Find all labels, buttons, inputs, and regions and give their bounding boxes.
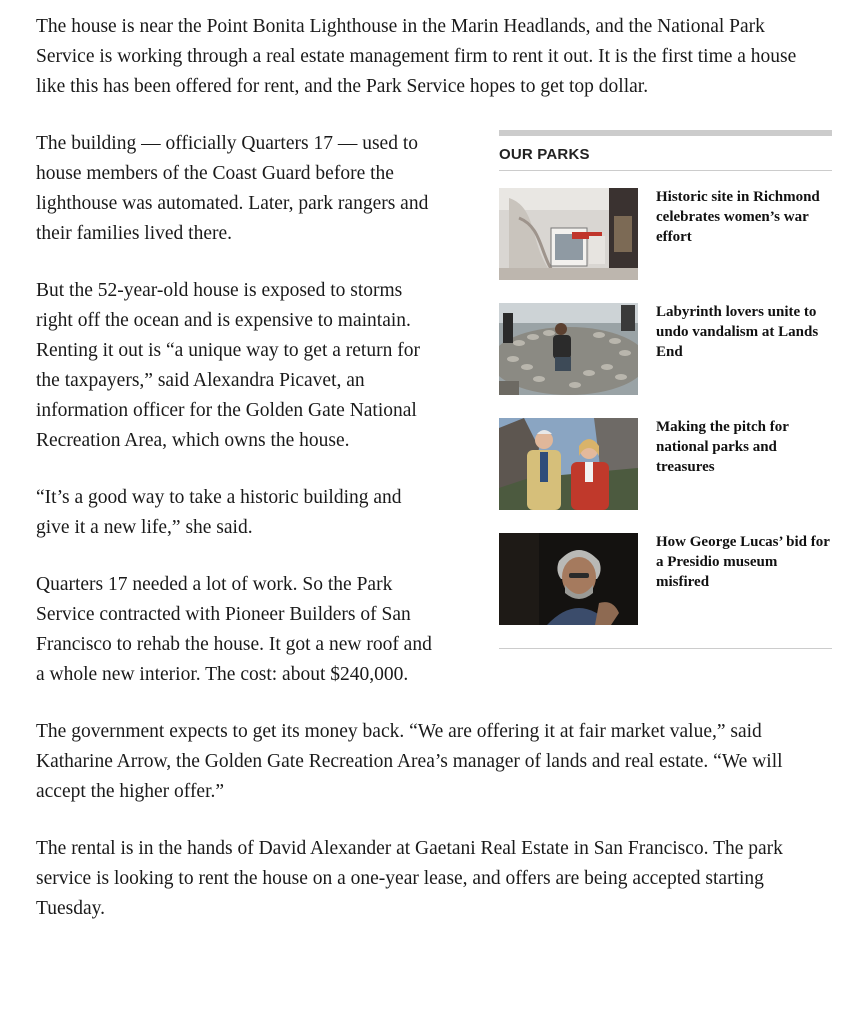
sidebar-story[interactable] (499, 533, 832, 625)
sidebar-divider (499, 648, 832, 649)
story-title[interactable]: Making the pitch for national parks and treasures (656, 419, 789, 475)
story-title[interactable]: How George Lucas’ bid for a Presidio museum misfired (656, 534, 830, 590)
article-paragraph: The rental is in the hands of David Alexander at Gaetani Real Estate in San Francisco. The park service is looking to rent the house on a one-year lease, and offers are being accepted starting Tuesday. (36, 838, 783, 919)
sidebar-story[interactable] (499, 418, 832, 510)
article-paragraph: The building — officially Quarters 17 — used to house members of the Coast Guard before the lighthouse was automated. Later, park rangers and their families lived there. (36, 133, 429, 244)
article-body (36, 12, 830, 951)
story-title[interactable]: Labyrinth lovers unite to undo vandalism at Lands End (656, 304, 819, 360)
article-paragraph: “It’s a good way to take a historic building and give it a new life,” she said. (36, 487, 402, 538)
our-parks-sidebar (499, 130, 832, 649)
couple-in-yosemite-photo[interactable] (499, 418, 638, 510)
portrait-photo[interactable] (499, 533, 638, 625)
sidebar-story[interactable] (499, 303, 832, 395)
sidebar-heading: OUR PARKS (499, 136, 832, 171)
story-title[interactable]: Historic site in Richmond celebrates women’s war effort (656, 189, 820, 245)
article-paragraph: The house is near the Point Bonita Lighthouse in the Marin Headlands, and the National Park Service is working through a real estate management firm to rent it out. It is the first time a house like this has been offered for rent, and the Park Service hopes to get top dollar. (36, 16, 797, 97)
article-paragraph: The government expects to get its money back. “We are offering it at fair market value,” said Katharine Arrow, the Golden Gate Recreation Area’s manager of lands and real estate. “We will accept the higher offer.” (36, 721, 783, 802)
stone-labyrinth-photo[interactable] (499, 303, 638, 395)
article-paragraph: But the 52-year-old house is exposed to storms right off the ocean and is expensive to maintain. Renting it out is “a unique way to get a return for the taxpayers,” said Alexandra Picavet, an information officer for the Golden Gate National Recreation Area, which owns the house. (36, 280, 420, 451)
sidebar-story[interactable] (499, 188, 832, 280)
article-paragraph: Quarters 17 needed a lot of work. So the Park Service contracted with Pioneer Builders of San Francisco to rehab the house. It got a new roof and a whole new interior. The cost: about $240,000. (36, 574, 432, 685)
museum-exhibit-photo[interactable] (499, 188, 638, 280)
